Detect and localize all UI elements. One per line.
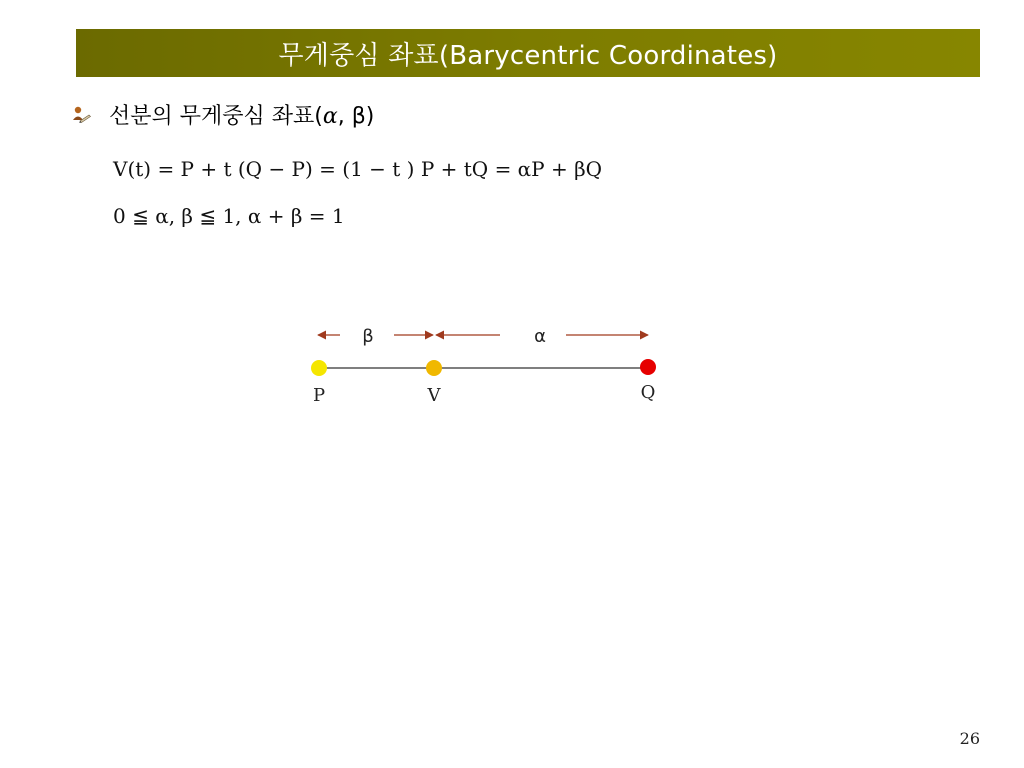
point-p (311, 360, 327, 376)
barycentric-diagram (300, 318, 680, 418)
bullet-text-prefix: 선분의 무게중심 좌표( (109, 104, 323, 129)
equation-constraint: 0 ≦ α, β ≦ 1, α + β = 1 (113, 204, 345, 228)
bullet-alpha: α (322, 104, 338, 129)
pencil-person-icon (70, 104, 92, 126)
point-v-label: V (427, 385, 441, 406)
point-q (640, 359, 656, 375)
point-v (426, 360, 442, 376)
point-p-label: P (312, 385, 326, 406)
alpha-label: α (534, 326, 546, 347)
title-bar (76, 29, 980, 77)
beta-label: β (362, 326, 374, 347)
page-number: 26 (959, 729, 980, 748)
bullet-text-suffix: , β) (337, 104, 375, 129)
point-q-label: Q (640, 382, 656, 403)
bullet-item (70, 99, 374, 130)
slide-title: 무게중심 좌표(Barycentric Coordinates) (278, 40, 778, 71)
equation-parametric: V(t) = P + t (Q − P) = (1 − t ) P + tQ = αP + βQ (113, 157, 603, 181)
bullet-text (109, 99, 374, 130)
